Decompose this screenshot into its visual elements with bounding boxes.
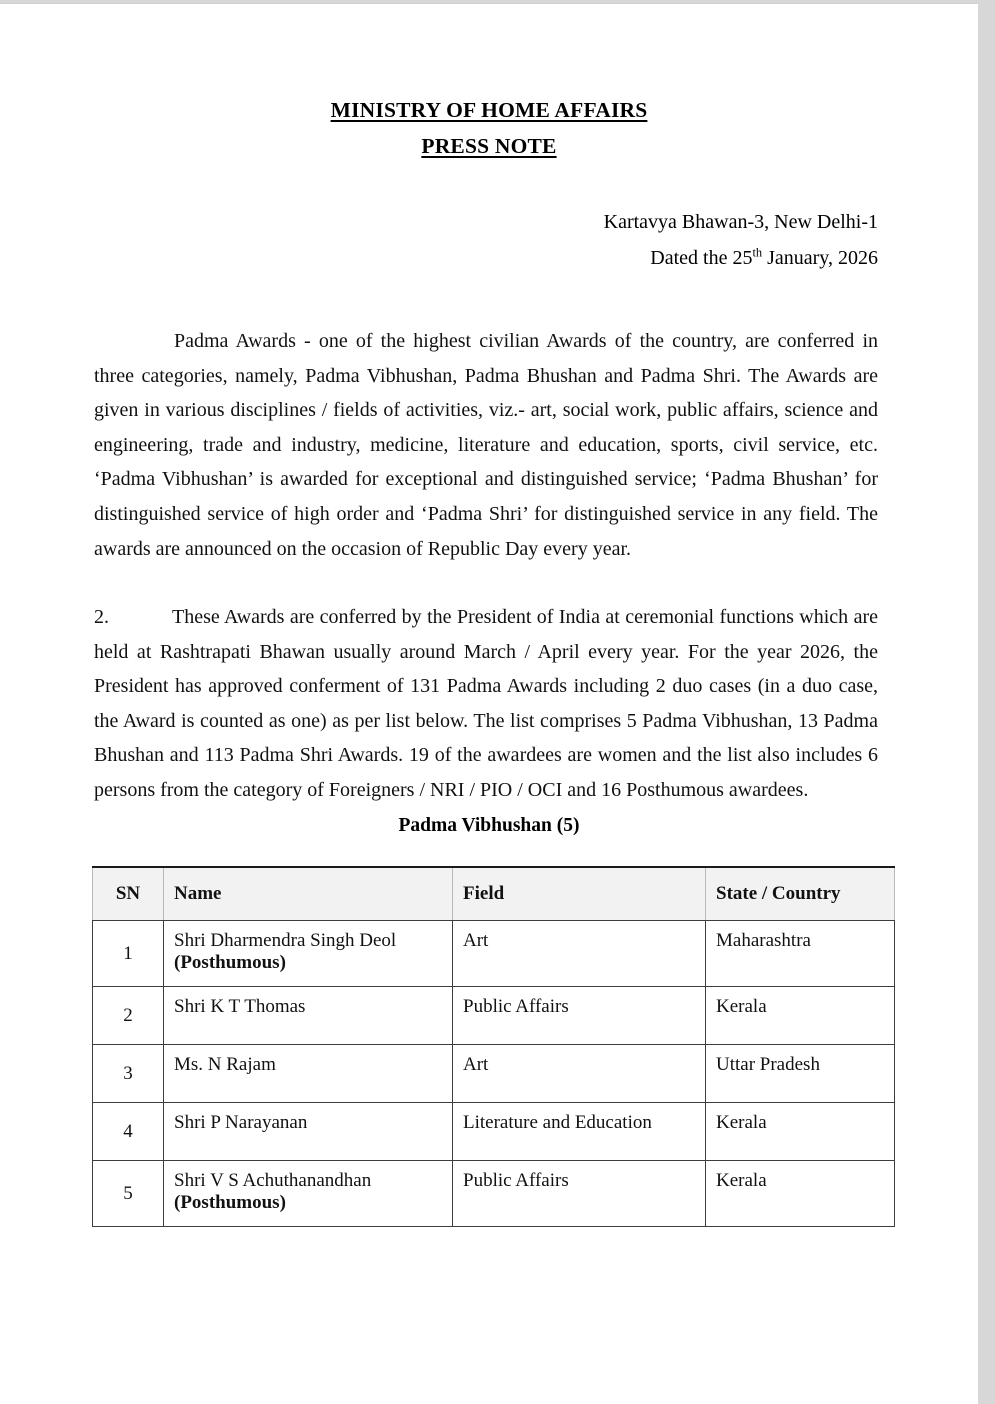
table-caption: Padma Vibhushan (5) xyxy=(398,815,580,836)
cell-sn: 4 xyxy=(93,1103,164,1161)
address-location: Kartavya Bhawan-3, New Delhi-1 xyxy=(603,211,878,233)
awards-table-body xyxy=(93,921,895,1227)
padma-vibhushan-table xyxy=(92,866,895,1227)
awardee-name: Shri Dharmendra Singh Deol xyxy=(174,930,397,951)
cell-sn: 5 xyxy=(93,1161,164,1227)
table-row xyxy=(93,1045,895,1103)
posthumous-badge: (Posthumous) xyxy=(174,1192,286,1213)
cell-sn: 2 xyxy=(93,987,164,1045)
paragraph-intro: Padma Awards - one of the highest civilian Awards of the country, are conferred in three categories, namely, Padma Vibhushan, Padma Bhushan and Padma Shri. The Awards are given in various disciplines / fields of activities, viz.- art, social work, public affairs, science and engineering, trade and industry, medicine, literature and education, sports, civil service, etc. ‘Padma Vibhushan’ is awarded for exceptional and distinguished service; ‘Padma Bhushan’ for distinguished service of high order and ‘Padma Shri’ for distinguished service in any field. The awards are announced on the occasion of Republic Day every year. xyxy=(94,330,878,560)
date-suffix: January, 2026 xyxy=(762,247,878,269)
cell-name xyxy=(164,1103,453,1161)
cell-field: Literature and Education xyxy=(453,1103,706,1161)
page-title xyxy=(0,98,978,124)
cell-name xyxy=(164,1161,453,1227)
awardee-name: Shri P Narayanan xyxy=(174,1112,308,1133)
press-note-subtitle xyxy=(0,134,978,160)
cell-state: Uttar Pradesh xyxy=(706,1045,895,1103)
cell-field: Public Affairs xyxy=(453,1161,706,1227)
date-ordinal-suffix: th xyxy=(752,245,763,260)
awardee-name: Shri V S Achuthanandhan xyxy=(174,1170,372,1191)
column-header-state: State / Country xyxy=(706,867,895,921)
paragraph-number: 2. xyxy=(94,606,109,628)
awardee-name: Ms. N Rajam xyxy=(174,1054,276,1075)
address-date xyxy=(604,240,878,276)
awards-table-container xyxy=(92,866,894,1227)
press-note-title-text: PRESS NOTE xyxy=(421,134,557,158)
awardee-name: Shri K T Thomas xyxy=(174,996,306,1017)
column-header-name: Name xyxy=(164,867,453,921)
cell-state: Kerala xyxy=(706,987,895,1045)
cell-field: Art xyxy=(453,1045,706,1103)
cell-name xyxy=(164,921,453,987)
paragraph-details xyxy=(94,600,878,808)
table-header-row xyxy=(93,867,895,921)
paragraph-details-text: These Awards are conferred by the President of India at ceremonial functions which are held at Rashtrapati Bhawan usually around March / April every year. For the year 2026, the President has approved conferment of 131 Padma Awards including 2 duo cases (in a duo case, the Award is counted as one) as per list below. The list comprises 5 Padma Vibhushan, 13 Padma Bhushan and 113 Padma Shri Awards. 19 of the awardees are women and the list also includes 6 persons from the category of Foreigners / NRI / PIO / OCI and 16 Posthumous awardees. xyxy=(94,606,878,801)
posthumous-badge: (Posthumous) xyxy=(174,952,286,973)
date-prefix: Dated the 25 xyxy=(650,247,753,269)
table-row xyxy=(93,1161,895,1227)
cell-field: Public Affairs xyxy=(453,987,706,1045)
cell-field: Art xyxy=(453,921,706,987)
table-row xyxy=(93,987,895,1045)
column-header-field: Field xyxy=(453,867,706,921)
column-header-sn: SN xyxy=(93,867,164,921)
cell-sn: 1 xyxy=(93,921,164,987)
document-page xyxy=(0,3,978,1404)
cell-sn: 3 xyxy=(93,1045,164,1103)
table-row xyxy=(93,921,895,987)
ministry-title-text: MINISTRY OF HOME AFFAIRS xyxy=(330,98,648,122)
address-block xyxy=(604,204,878,276)
cell-state: Kerala xyxy=(706,1161,895,1227)
cell-state: Kerala xyxy=(706,1103,895,1161)
cell-name xyxy=(164,1045,453,1103)
cell-state: Maharashtra xyxy=(706,921,895,987)
table-row xyxy=(93,1103,895,1161)
cell-name xyxy=(164,987,453,1045)
